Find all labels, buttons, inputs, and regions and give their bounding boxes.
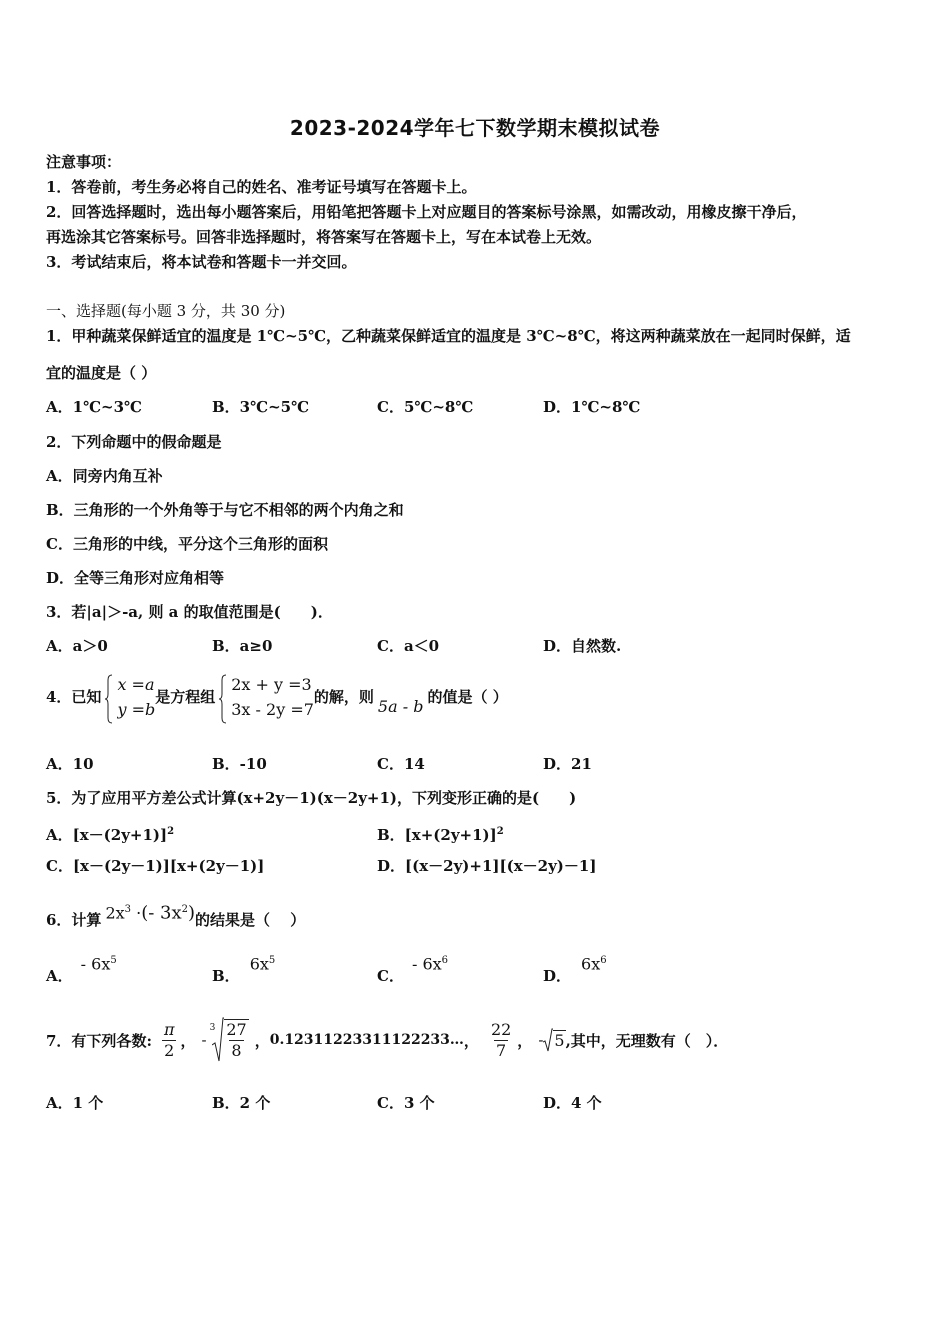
q7-neg1: - bbox=[201, 1031, 207, 1049]
q7-f1-num: π bbox=[163, 1019, 175, 1039]
q6-option-c bbox=[377, 950, 448, 986]
q7-prefix: 7．有下列各数: bbox=[46, 1031, 152, 1050]
section-heading: 一、选择题(每小题 3 分，共 30 分) bbox=[46, 302, 286, 320]
q7-f1-den: 2 bbox=[164, 1040, 175, 1060]
q5-option-c: C．[x－(2y－1)][x+(2y－1)] bbox=[46, 857, 265, 875]
q6-option-d-exp: 6 bbox=[600, 954, 607, 966]
q4-expression: 5a - b bbox=[377, 697, 424, 716]
q4-after: 的解，则 bbox=[313, 688, 374, 706]
radical-sign-icon bbox=[543, 1028, 553, 1052]
q6-option-b-value bbox=[250, 951, 276, 974]
q6-exp-b: 2 bbox=[181, 904, 189, 916]
q6-exp-a: 3 bbox=[124, 904, 132, 916]
q3-option-b: B．a≥0 bbox=[212, 637, 273, 655]
notice-item-3: 3．考试结束后，将本试卷和答题卡一并交回。 bbox=[46, 253, 357, 271]
q6-option-a-base: - 6x bbox=[80, 954, 111, 973]
q7-sep3: ， bbox=[463, 1031, 479, 1050]
q7-f3-den: 7 bbox=[496, 1040, 507, 1060]
q1-option-b: B．3℃~5℃ bbox=[212, 398, 310, 416]
q6-dot: · bbox=[136, 903, 142, 923]
q6-option-c-exp: 6 bbox=[441, 954, 449, 966]
q3-option-d: D．自然数. bbox=[543, 637, 622, 655]
q7-sep1: ， bbox=[180, 1031, 196, 1050]
q7-option-c: C．3 个 bbox=[377, 1094, 435, 1112]
q6-option-a-value bbox=[81, 951, 117, 974]
q7-f2-num: 27 bbox=[226, 1020, 247, 1039]
q5-option-a bbox=[46, 822, 174, 845]
q4-sys2-line1: 2x + y =3 bbox=[231, 675, 312, 694]
q3-stem: 3．若|a|＞-a, 则 a 的取值范围是( )． bbox=[46, 603, 333, 621]
q7-option-a: A．1 个 bbox=[46, 1094, 104, 1112]
q4-option-d: D．21 bbox=[543, 755, 592, 773]
q5-option-b-exp: 2 bbox=[496, 826, 504, 837]
q7-sep4: ， bbox=[517, 1031, 533, 1050]
q6-expression bbox=[105, 900, 195, 923]
q6-option-d-label: D． bbox=[543, 967, 572, 985]
q7-square-root bbox=[543, 1028, 565, 1052]
q1-option-a: A．1℃~3℃ bbox=[46, 398, 143, 416]
q4-sys1-line1: x =a bbox=[117, 675, 155, 694]
q2-option-c: C．三角形的中线，平分这个三角形的面积 bbox=[46, 535, 328, 553]
left-brace-icon bbox=[105, 674, 113, 724]
q6-option-c-value bbox=[412, 951, 448, 974]
q6-expr-b-close: ) bbox=[188, 902, 196, 924]
notice-item-2: 2．回答选择题时，选出每小题答案后，用铅笔把答题卡上对应题目的答案标号涂黑，如需改动，用橡皮擦干净后， bbox=[46, 203, 807, 221]
q6-prefix: 6．计算 bbox=[46, 911, 102, 929]
q7-suffix: ,其中，无理数有（ ）． bbox=[565, 1031, 729, 1050]
q7-option-d: D．4 个 bbox=[543, 1094, 602, 1112]
q6-option-a-exp: 5 bbox=[110, 954, 117, 966]
q6-option-b-label: B． bbox=[212, 967, 240, 985]
q2-option-a: A．同旁内角互补 bbox=[46, 467, 163, 485]
q7-sqrt-arg: 5 bbox=[554, 1030, 565, 1050]
notice-heading: 注意事项： bbox=[46, 153, 122, 171]
q4-sys2-line2: 3x - 2y =7 bbox=[231, 700, 314, 719]
q6-expr-b: (- 3x bbox=[141, 902, 182, 924]
q4-option-c: C．14 bbox=[377, 755, 425, 773]
q6-option-d bbox=[543, 950, 607, 986]
q2-option-b: B．三角形的一个外角等于与它不相邻的两个内角之和 bbox=[46, 501, 404, 519]
q7-stem bbox=[46, 1010, 728, 1070]
q6-option-d-base: 6x bbox=[581, 954, 601, 973]
q1-option-c: C．5℃~8℃ bbox=[377, 398, 474, 416]
q5-option-b bbox=[377, 822, 504, 845]
q7-f3-num: 22 bbox=[490, 1019, 512, 1039]
q5-stem: 5．为了应用平方差公式计算(x+2y－1)(x－2y+1)，下列变形正确的是( ) bbox=[46, 789, 577, 807]
q7-fraction-22-7 bbox=[489, 1020, 513, 1061]
q6-option-b-exp: 5 bbox=[268, 954, 276, 966]
left-brace-icon bbox=[219, 674, 227, 724]
q7-neg2: - bbox=[538, 1031, 544, 1049]
q6-option-c-label: C． bbox=[377, 967, 404, 985]
q4-stem bbox=[46, 668, 508, 726]
q7-cube-root bbox=[207, 1017, 249, 1063]
q4-system-equations bbox=[219, 672, 314, 722]
q1-stem-line1: 1．甲种蔬菜保鲜适宜的温度是 1℃~5℃，乙种蔬菜保鲜适宜的温度是 3℃~8℃，将这两种蔬菜放在一起同时保鲜，适 bbox=[46, 327, 851, 345]
q4-middle: 是方程组 bbox=[155, 688, 216, 706]
q7-f2-den: 8 bbox=[231, 1041, 242, 1060]
q7-root-index: 3 bbox=[209, 1023, 216, 1033]
q4-option-b: B．-10 bbox=[212, 755, 267, 773]
q7-fraction-27-8 bbox=[224, 1019, 248, 1061]
q7-option-b: B．2 个 bbox=[212, 1094, 271, 1112]
q7-fraction-pi-over-2 bbox=[162, 1020, 177, 1061]
q6-option-c-base: - 6x bbox=[411, 954, 442, 973]
notice-item-1: 1．答卷前，考生务必将自己的姓名、准考证号填写在答题卡上。 bbox=[46, 178, 477, 196]
q5-option-d: D．[(x－2y)+1][(x－2y)－1] bbox=[377, 857, 597, 875]
q4-prefix: 4．已知 bbox=[46, 688, 102, 706]
page-title: 2023-2024学年七下数学期末模拟试卷 bbox=[289, 116, 661, 140]
q6-suffix: 的结果是（ ） bbox=[195, 911, 306, 929]
q1-stem-line2: 宜的温度是（ ） bbox=[46, 364, 157, 382]
notice-item-2-cont: 再选涂其它答案标号。回答非选择题时，将答案写在答题卡上，写在本试卷上无效。 bbox=[46, 228, 602, 246]
q4-sys1-line2: y =b bbox=[117, 700, 156, 719]
q6-option-d-value bbox=[581, 951, 607, 974]
q5-option-a-text: A．[x－(2y+1)] bbox=[46, 826, 168, 844]
q2-stem: 2．下列命题中的假命题是 bbox=[46, 433, 222, 451]
q4-option-a: A．10 bbox=[46, 755, 94, 773]
q5-option-a-exp: 2 bbox=[167, 826, 175, 837]
q3-option-c: C．a＜0 bbox=[377, 637, 440, 655]
q6-expr-a: 2x bbox=[105, 903, 125, 923]
q6-option-b-base: 6x bbox=[249, 954, 269, 973]
q7-decimal: 0.12311223311122233… bbox=[269, 1032, 464, 1048]
q1-option-d: D．1℃~8℃ bbox=[543, 398, 641, 416]
q2-option-d: D．全等三角形对应角相等 bbox=[46, 569, 225, 587]
q4-suffix: 的值是（ ） bbox=[427, 688, 508, 706]
q4-system-solution bbox=[105, 672, 155, 722]
q7-sep2: ， bbox=[254, 1031, 270, 1050]
q6-option-b bbox=[212, 950, 275, 986]
q6-stem bbox=[46, 892, 305, 932]
q5-option-b-text: B．[x+(2y+1)] bbox=[377, 826, 497, 844]
q6-option-a bbox=[46, 950, 117, 986]
q3-option-a: A．a＞0 bbox=[46, 637, 108, 655]
q6-option-a-label: A． bbox=[46, 967, 73, 985]
